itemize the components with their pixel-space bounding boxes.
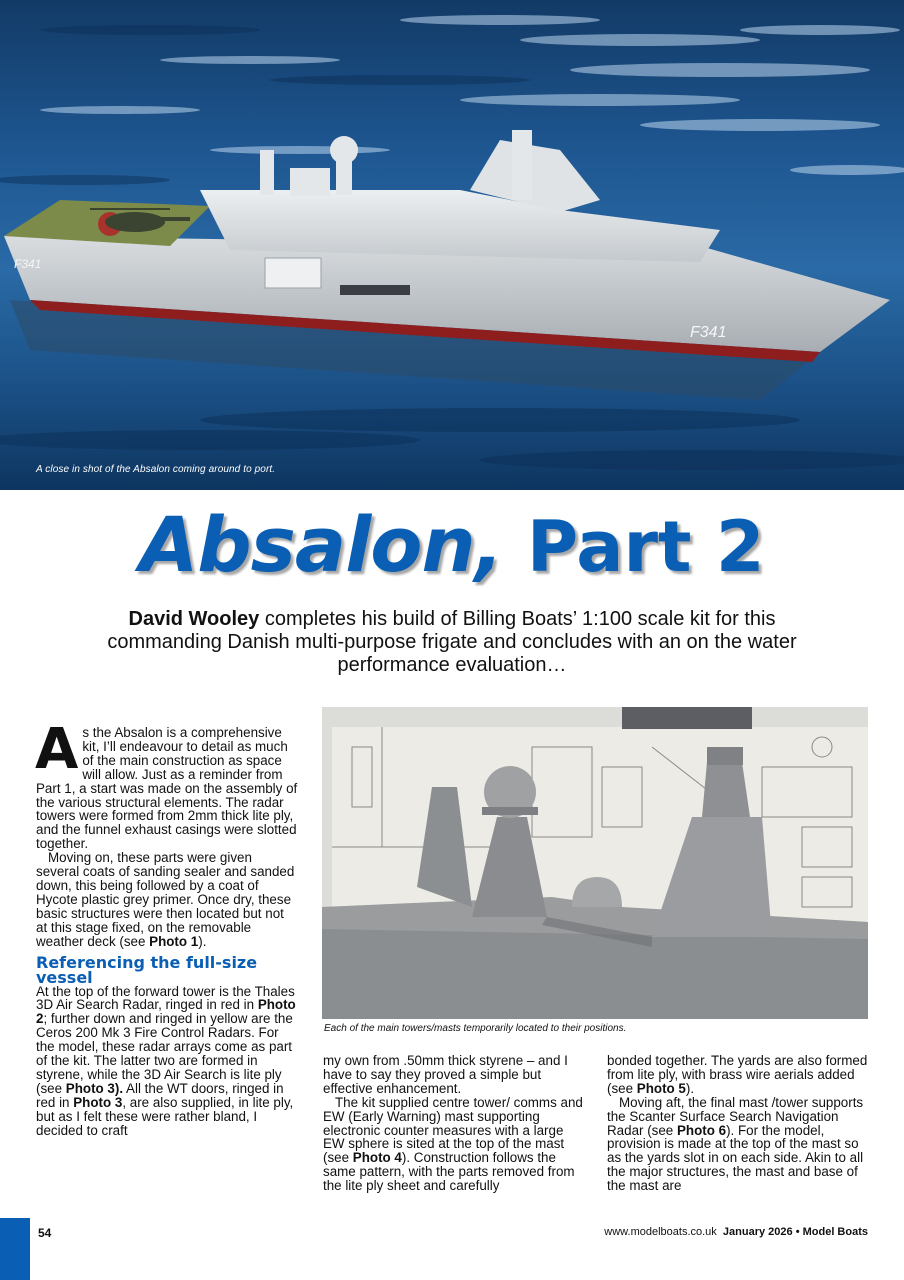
col3-para-2: Moving aft, the final mast /tower supports the Scanter Surface Search Navigation Radar (see — [607, 1094, 864, 1138]
superstructure — [200, 190, 720, 262]
title-part: Part 2 — [502, 506, 765, 588]
photo-ref: Photo 3 — [73, 1094, 123, 1110]
hull-number-bow: F341 — [690, 324, 727, 341]
water-background — [0, 0, 904, 490]
author-name: David Wooley — [128, 608, 260, 630]
photo-ref: Photo 1 — [149, 933, 199, 949]
col2-para-2-end: ). Construction follows the same pattern, with the parts removed from the lite ply sheet and carefully — [323, 1150, 575, 1194]
drop-cap: A — [35, 717, 79, 782]
photo-ref: Photo 2 — [36, 997, 296, 1027]
footer-info — [604, 1226, 868, 1238]
page-number: 54 — [38, 1226, 52, 1240]
col3-para-1-end: ). — [685, 1080, 695, 1096]
column-1 — [35, 717, 298, 1138]
column-3 — [607, 1054, 869, 1193]
photo-1-caption: Each of the main towers/masts temporarily located to their positions. — [324, 1023, 627, 1034]
section-heading: Referencing the full-size vessel — [36, 952, 258, 987]
col1-para-3-d: , are also supplied, in lite ply, but as I felt these were rather bland, I decided to craft — [36, 1094, 294, 1138]
col3-para-2-end: ). For the model, provision is made at the top of the mast so as the yards slot in on each side. Akin to all the major structures, the mast and base of the mast are — [607, 1122, 864, 1194]
photo-ref: Photo 5 — [636, 1080, 686, 1096]
col1-para-3-c: All the WT doors, ringed in red in — [36, 1080, 284, 1110]
col1-para-2: Moving on, these parts were given several coats of sanding sealer and sanded down, this being followed by a coat of Hycote plastic grey primer. Once dry, these basic structures were then located but not at this stage fixed, on the removable weather deck (see — [36, 850, 295, 949]
col1-para-3: At the top of the forward tower is the Thales 3D Air Search Radar, ringed in red in — [36, 983, 295, 1013]
photo-ref: Photo 4 — [352, 1150, 402, 1166]
col3-para-1: bonded together. The yards are also formed from lite ply, with brass wire aerials added (see — [607, 1053, 868, 1096]
title-comma: , — [474, 500, 503, 589]
website-url: www.modelboats.co.uk — [604, 1226, 717, 1238]
article-title — [0, 500, 904, 589]
col1-para-1: s the Absalon is a comprehensive kit, I’ll endeavour to detail as much of the main construction as space will allow. Just as a reminder from Part 1, a start was made on the assembly of the various structural elements. The radar towers were formed from 2mm thick lite ply, and the funnel exhaust casings were slotted together. — [36, 725, 298, 852]
title-main: Absalon — [139, 500, 475, 589]
standfirst-text: completes his build of Billing Boats’ 1:100 scale kit for this commanding Danish multi-purpose frigate and concludes with an on the water performance evaluation… — [107, 608, 797, 676]
col2-para-1: my own from .50mm thick styrene – and I have to say they proved a simple but effective enhancement. — [323, 1053, 568, 1096]
col1-para-2-end: ). — [198, 933, 207, 949]
photo-ref: Photo 3). — [65, 1080, 124, 1096]
hull-number-stern: F341 — [14, 257, 42, 271]
hero-photo — [0, 0, 904, 490]
column-2 — [323, 1054, 585, 1193]
photo-ref: Photo 6 — [676, 1122, 727, 1138]
model-towers-image — [322, 707, 868, 1019]
standfirst — [100, 608, 804, 677]
hero-caption: A close in shot of the Absalon coming around to port. — [36, 464, 276, 475]
col2-para-2: The kit supplied centre tower/ comms and EW (Early Warning) mast supporting electronic counter measures with a large EW sphere is sited at the top of the mast (see — [323, 1094, 583, 1166]
photo-1 — [322, 707, 868, 1019]
footer-accent-bar — [0, 1218, 30, 1280]
issue-label: January 2026 • Model Boats — [722, 1226, 868, 1238]
col1-para-3-b: ; further down and ringed in yellow are the Ceros 200 Mk 3 Fire Control Radars. For the model, these radar arrays come as part of the kit. The latter two are formed in styrene, while the 3D Air Search is lite ply (see — [36, 1011, 293, 1096]
